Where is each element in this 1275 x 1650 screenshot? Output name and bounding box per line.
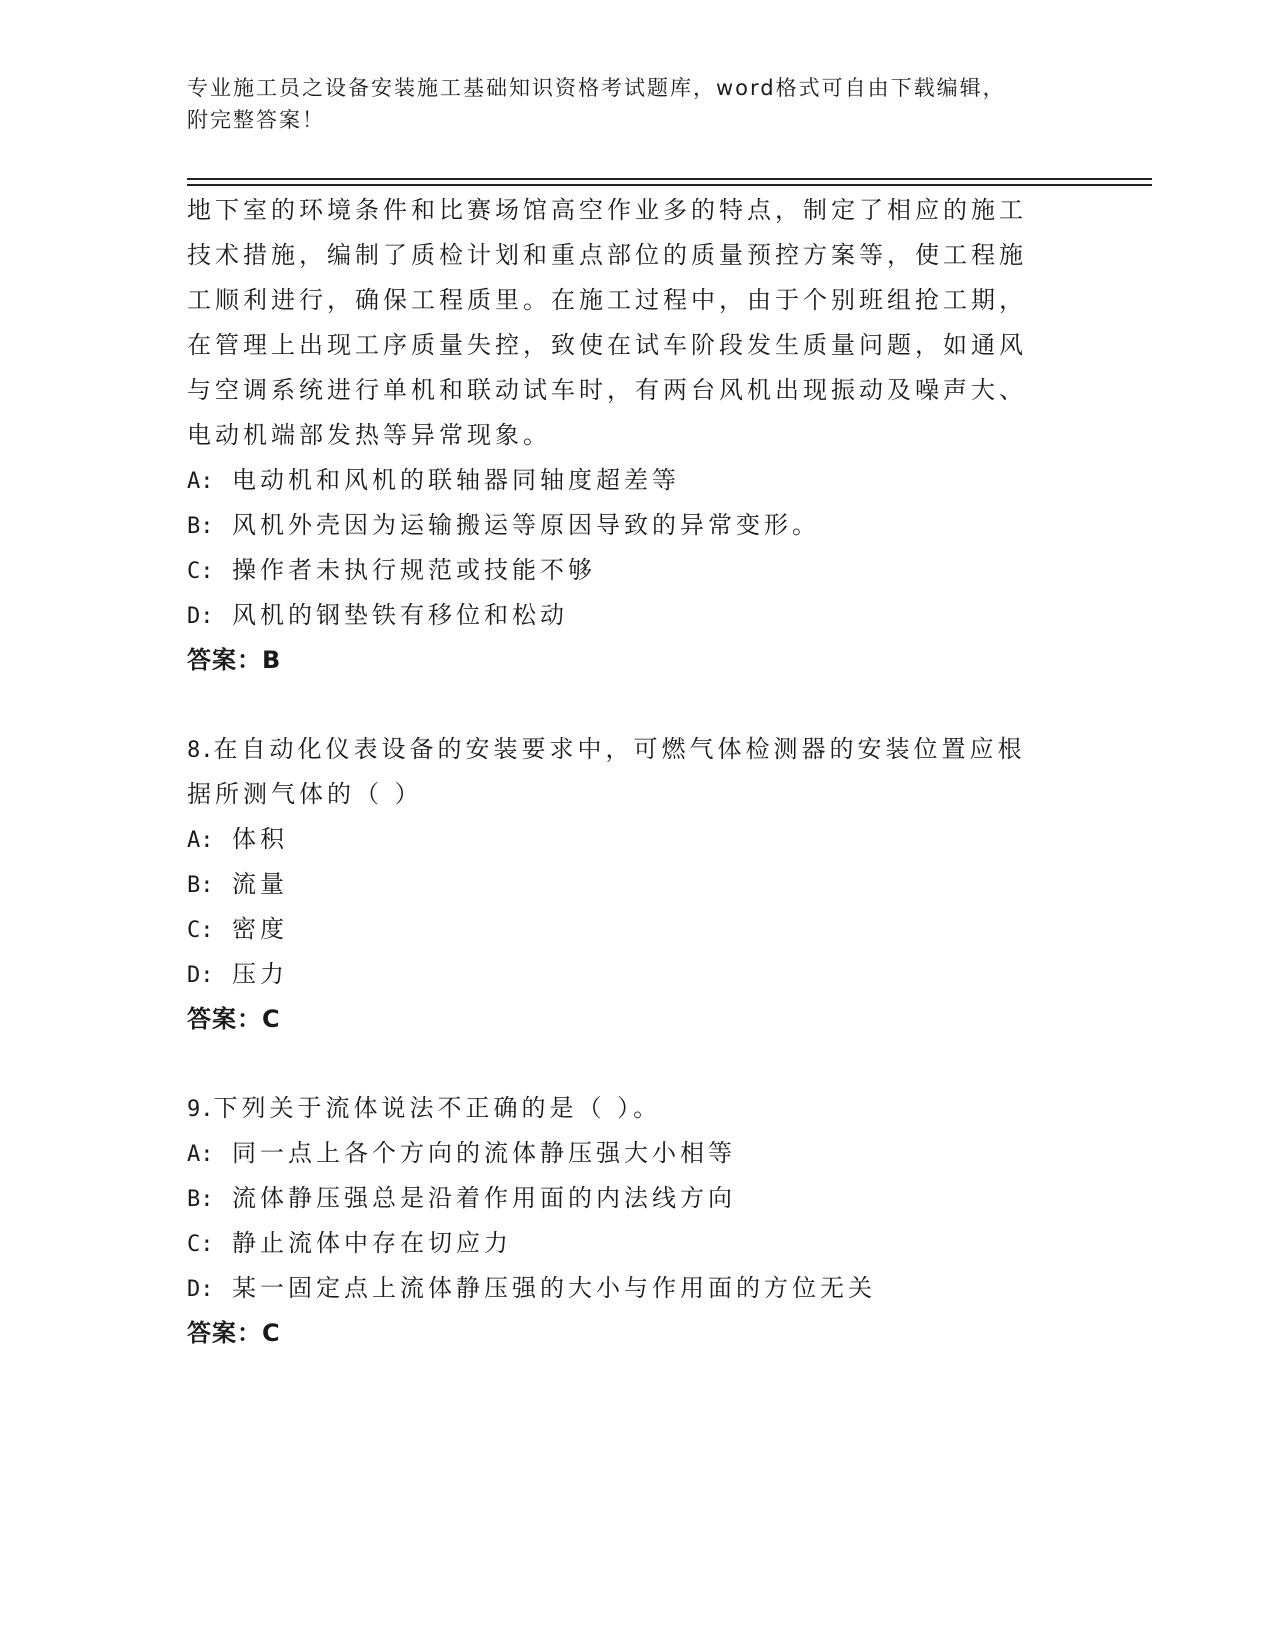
option-letter: A: (187, 469, 214, 494)
option-letter: B: (187, 873, 214, 898)
passage-line: 在管理上出现工序质量失控，致使在试车阶段发生质量问题，如通风 (187, 331, 1027, 359)
header-divider-bottom (187, 184, 1152, 186)
option-d (187, 952, 1067, 997)
option-text: 风机的钢垫铁有移位和松动 (232, 601, 568, 629)
question-8 (187, 727, 1067, 1042)
document-header (187, 72, 1067, 136)
document-body (187, 188, 1067, 1356)
option-letter: D: (187, 1277, 214, 1302)
option-text: 压力 (232, 960, 288, 988)
passage-line: 地下室的环境条件和比赛场馆高空作业多的特点，制定了相应的施工 (187, 196, 1027, 224)
option-text: 流体静压强总是沿着作用面的内法线方向 (232, 1184, 736, 1212)
option-b (187, 1176, 1067, 1221)
option-letter: A: (187, 828, 214, 853)
option-d (187, 593, 1067, 638)
header-divider-top (187, 178, 1152, 180)
option-b (187, 503, 1067, 548)
option-letter: C: (187, 918, 214, 943)
option-c (187, 1221, 1067, 1266)
question-8-stem-line-2: 据所测气体的（ ） (187, 780, 423, 808)
question-spacer (187, 683, 1067, 727)
question-9-stem (187, 1086, 1067, 1131)
option-letter: D: (187, 963, 214, 988)
passage-line: 与空调系统进行单机和联动试车时，有两台风机出现振动及噪声大、 (187, 376, 1027, 404)
option-text: 电动机和风机的联轴器同轴度超差等 (232, 466, 680, 494)
question-7-options (187, 458, 1067, 683)
question-number: 8. (187, 738, 214, 763)
option-text: 体积 (232, 825, 288, 853)
option-c (187, 907, 1067, 952)
question-stem: 在自动化仪表设备的安装要求中，可燃气体检测器的安装位置应根 (213, 735, 1026, 763)
header-title-line-1: 专业施工员之设备安装施工基础知识资格考试题库，word格式可自由下载编辑， (187, 76, 1006, 100)
option-a (187, 1131, 1067, 1176)
option-text: 操作者未执行规范或技能不够 (232, 556, 596, 584)
option-text: 流量 (232, 870, 288, 898)
question-stem: 下列关于流体说法不正确的是（ ）。 (213, 1094, 662, 1122)
passage-line: 技术措施，编制了质检计划和重点部位的质量预控方案等，使工程施 (187, 241, 1027, 269)
option-letter: C: (187, 559, 214, 584)
question-8-stem-line-1 (187, 727, 1067, 772)
option-text: 静止流体中存在切应力 (232, 1229, 512, 1257)
option-a (187, 817, 1067, 862)
option-text: 某一固定点上流体静压强的大小与作用面的方位无关 (232, 1274, 876, 1302)
question-spacer (187, 1042, 1067, 1086)
passage-line: 电动机端部发热等异常现象。 (187, 421, 551, 449)
header-title-line-2: 附完整答案！ (187, 108, 325, 132)
question-7-passage (187, 188, 1067, 458)
option-letter: A: (187, 1142, 214, 1167)
option-letter: B: (187, 514, 214, 539)
option-d (187, 1266, 1067, 1311)
question-7-answer: 答案：B (187, 646, 282, 674)
option-text: 风机外壳因为运输搬运等原因导致的异常变形。 (232, 511, 820, 539)
question-number: 9. (187, 1097, 214, 1122)
option-c (187, 548, 1067, 593)
option-letter: B: (187, 1187, 214, 1212)
question-9-answer: 答案：C (187, 1319, 281, 1347)
passage-line: 工顺利进行，确保工程质里。在施工过程中，由于个别班组抢工期， (187, 286, 1027, 314)
option-b (187, 862, 1067, 907)
question-9 (187, 1086, 1067, 1356)
option-text: 同一点上各个方向的流体静压强大小相等 (232, 1139, 736, 1167)
option-letter: D: (187, 604, 214, 629)
option-a (187, 458, 1067, 503)
option-letter: C: (187, 1232, 214, 1257)
question-8-answer: 答案：C (187, 1005, 281, 1033)
option-text: 密度 (232, 915, 288, 943)
